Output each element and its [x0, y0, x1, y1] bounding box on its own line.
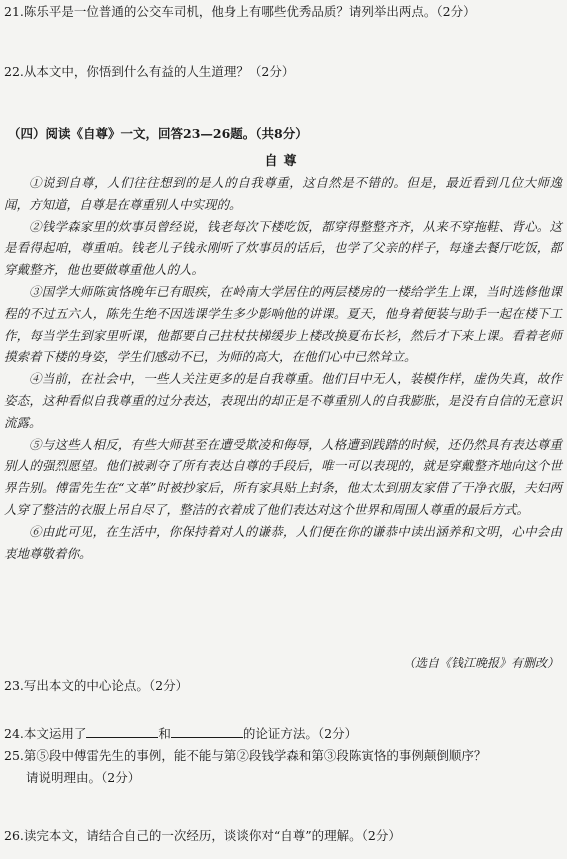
question-25-continued: 请说明理由。（2分） [26, 770, 141, 785]
question-23: 23.写出本文的中心论点。（2分） [4, 678, 189, 693]
question-21: 21.陈乐平是一位普通的公交车司机，他身上有哪些优秀品质？请列举出两点。（2分） [4, 4, 476, 19]
section-title: （四）阅读《自尊》一文，回答23—26题。（共8分） [8, 126, 308, 141]
question-26: 26.读完本文，请结合自己的一次经历，谈谈你对“自尊”的理解。（2分） [4, 828, 401, 843]
question-25: 25.第⑤段中傅雷先生的事例，能不能与第②段钱学森和第③段陈寅恪的事例颠倒顺序？ [4, 748, 487, 763]
paragraph-4: ④当前，在社会中，一些人关注更多的是自我尊重。他们目中无人，装模作样，虚伪失真，故作姿态，这种看似自我尊重的过分表达，表现出的却正是不尊重别人的自我膨胀，是没有自信的无意识流露。 [4, 371, 562, 430]
question-24-suffix: 的论证方法。（2分） [242, 726, 358, 741]
answer-blank-2[interactable] [171, 725, 243, 738]
article-body [4, 172, 562, 564]
question-24 [4, 725, 357, 742]
article-title: 自尊 [264, 154, 303, 169]
question-22: 22.从本文中，你悟到什么有益的人生道理？（2分） [4, 64, 295, 79]
paragraph-6: ⑥由此可见，在生活中，你保持着对人的谦恭，人们便在你的谦恭中读出涵养和文明，心中会由衷地尊敬着你。 [4, 523, 562, 561]
article-source: （选自《钱江晚报》有删改） [402, 656, 559, 670]
paragraph-3: ③国学大师陈寅恪晚年已有眼疾，在岭南大学居住的两层楼房的一楼给学生上课，当时选修他课程的不过五六人，陈先生绝不因选课学生多少影响他的讲课。夏天，他身着便装与助手一起在楼下工作，每当学生到家里听课，他都要自己拄杖扶梯缓步上楼改换夏布长衫，然后才下来上课。看着老师摸索着下楼的身姿，学生们感动不已，为师的高大，在他们心中已然耸立。 [4, 283, 562, 365]
answer-blank-1[interactable] [86, 725, 158, 738]
paragraph-1: ①说到自尊，人们往往想到的是人的自我尊重，这自然是不错的。但是，最近看到几位大师逸闻，方知道，自尊是在尊重别人中实现的。 [4, 175, 562, 212]
question-24-prefix: 24.本文运用了 [4, 726, 87, 741]
question-24-middle: 和 [158, 726, 171, 741]
paragraph-5: ⑤与这些人相反，有些大师甚至在遭受欺凌和侮辱，人格遭到践踏的时候，还仍然具有表达尊重别人的强烈愿望。他们被剥夺了所有表达自尊的手段后，唯一可以表现的，就是穿戴整齐地向这个世界告别。傅雷先生在“文革”时被抄家后，所有家具贴上封条，他太太到朋友家借了干净衣服，夫妇两人穿了整洁的衣服上吊自尽了，整洁的衣着成了他们表达对这个世界和周围人尊重的最后方式。 [4, 436, 562, 517]
paragraph-2: ②钱学森家里的炊事员曾经说，钱老每次下楼吃饭，都穿得整整齐齐，从来不穿拖鞋、背心。这是看得起咱，尊重咱。钱老儿子钱永刚听了炊事员的话后，也学了父亲的样子，每逢去餐厅吃饭，都穿戴整齐，他也要做尊重他人的人。 [4, 218, 562, 278]
